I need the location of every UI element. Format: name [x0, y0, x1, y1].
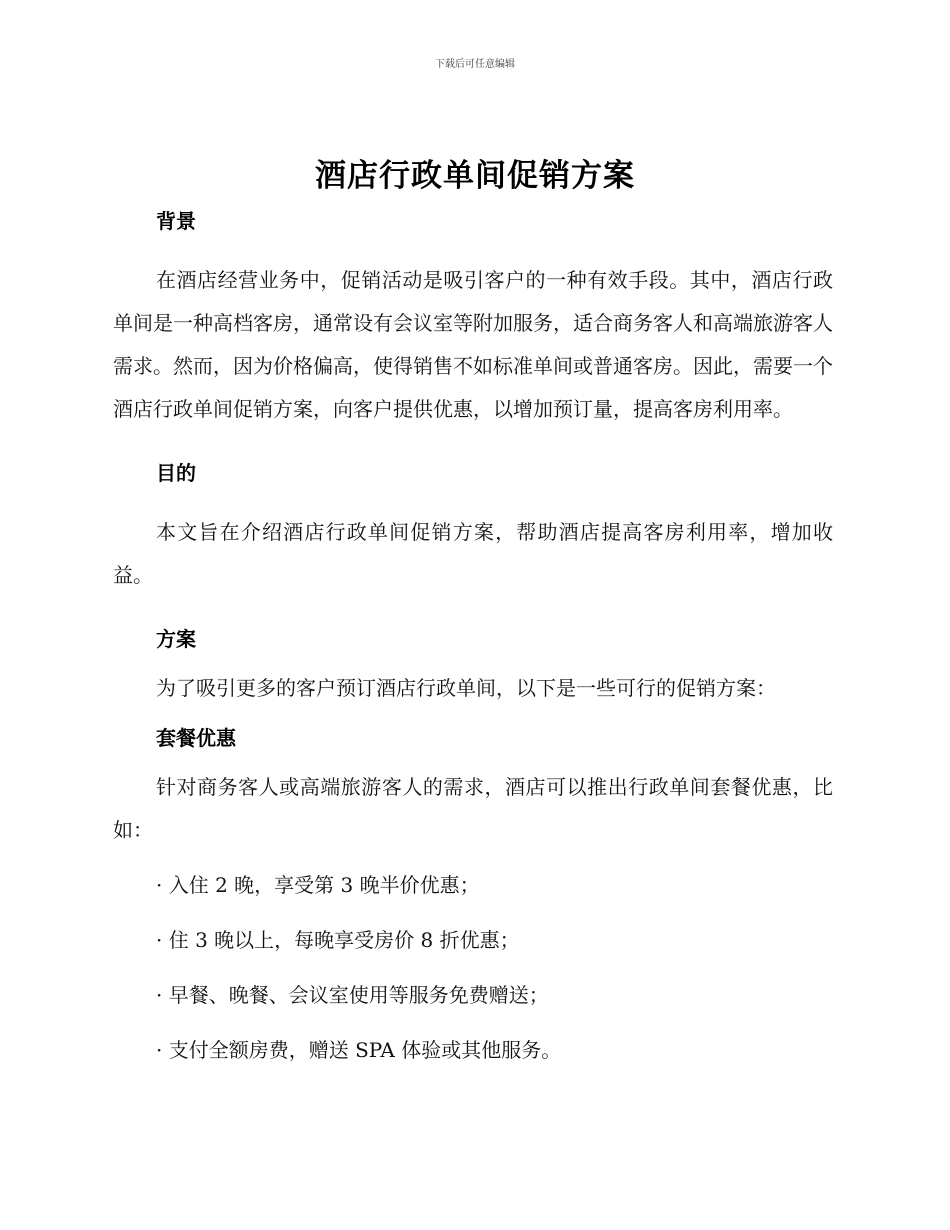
list-item: · 入住 2 晚，享受第 3 晚半价优惠； [156, 873, 480, 897]
list-item: · 支付全额房费，赠送 SPA 体验或其他服务。 [156, 1038, 562, 1062]
section-heading-plan: 方案 [156, 627, 196, 651]
paragraph-plan: 为了吸引更多的客户预订酒店行政单间，以下是一些可行的促销方案： [156, 676, 776, 700]
paragraph-background: 在酒店经营业务中，促销活动是吸引客户的一种有效手段。其中，酒店行政单间是一种高档客房，通常设有会议室等附加服务，适合商务客人和高端旅游客人需求。然而，因为价格偏高，使得销售不如标准单间或普通客房。因此，需要一个酒店行政单间促销方案，向客户提供优惠，以增加预订量，提高客房利用率。 [113, 268, 833, 421]
list-item: · 早餐、晚餐、会议室使用等服务免费赠送； [156, 983, 549, 1007]
document-title: 酒店行政单间促销方案 [315, 158, 635, 194]
paragraph-package: 针对商务客人或高端旅游客人的需求，酒店可以推出行政单间套餐优惠，比如： [113, 775, 833, 842]
paragraph-purpose: 本文旨在介绍酒店行政单间促销方案，帮助酒店提高客房利用率，增加收益。 [113, 520, 833, 587]
section-heading-package: 套餐优惠 [156, 726, 236, 750]
header-note: 下载后可任意编辑 [435, 59, 515, 70]
document-body [113, 205, 833, 1072]
section-heading-background: 背景 [156, 209, 196, 233]
list-item: · 住 3 晚以上，每晚享受房价 8 折优惠； [156, 928, 520, 952]
section-heading-purpose: 目的 [156, 461, 196, 485]
